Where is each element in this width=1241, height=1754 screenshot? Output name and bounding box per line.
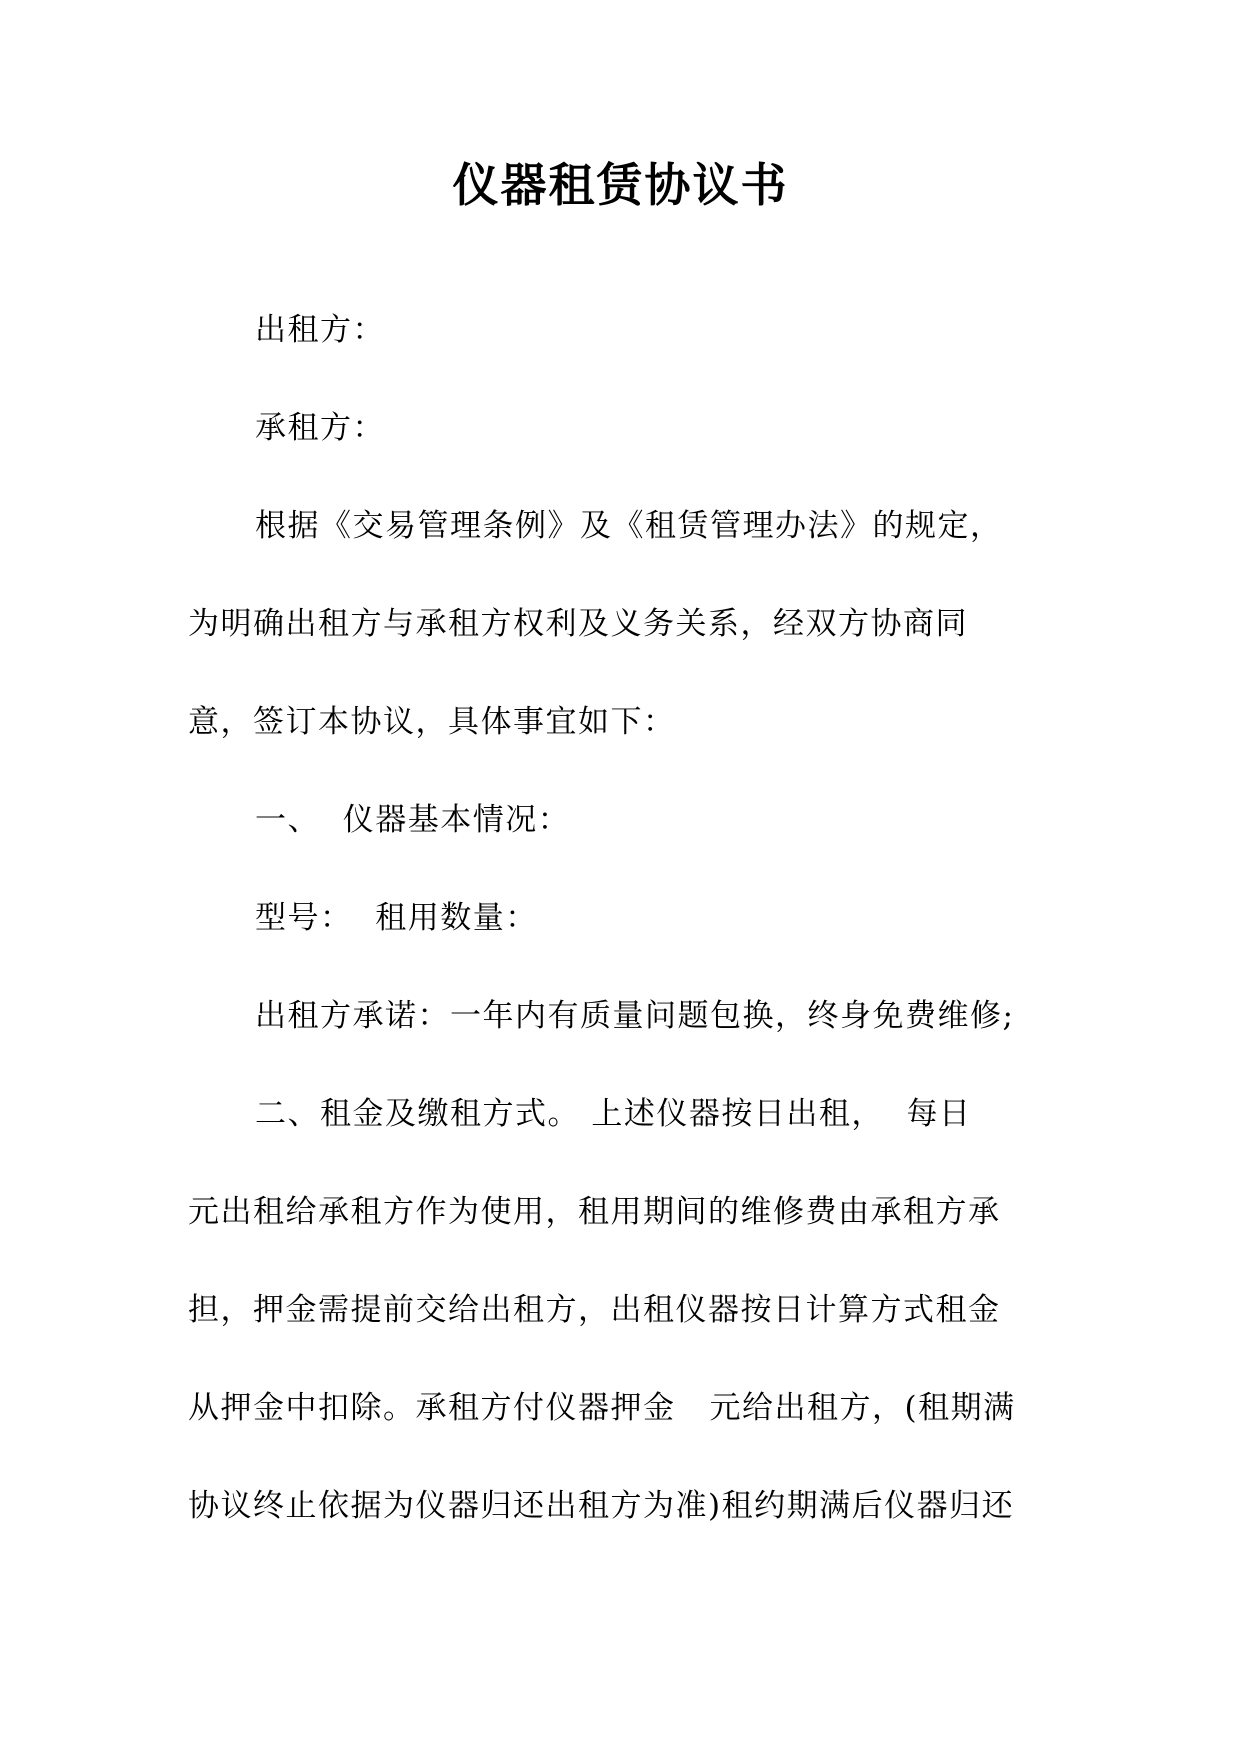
paragraph-line: 元出租给承租方作为使用，租用期间的维修费由承租方承 xyxy=(188,1194,1001,1230)
paragraph-line: 意，签订本协议，具体事宜如下： xyxy=(188,704,676,740)
paragraph-line: 担，押金需提前交给出租方，出租仪器按日计算方式租金 xyxy=(188,1292,1001,1328)
lessor-line: 出租方： xyxy=(255,312,385,348)
document-title: 仪器租赁协议书 xyxy=(452,158,789,212)
paragraph-line: 为明确出租方与承租方权利及义务关系，经双方协商同 xyxy=(188,606,968,642)
section-heading-1: 一、 仪器基本情况： xyxy=(255,802,571,838)
section-heading-2: 二、租金及缴租方式。 上述仪器按日出租， 每日 xyxy=(255,1096,972,1132)
model-quantity-line: 型号： 租用数量： xyxy=(255,900,538,936)
paragraph-line: 从押金中扣除。承租方付仪器押金 元给出租方，(租期满 xyxy=(188,1390,1016,1426)
lessor-promise-line: 出租方承诺：一年内有质量问题包换，终身免费维修; xyxy=(255,998,1015,1034)
paragraph-line: 根据《交易管理条例》及《租赁管理办法》的规定， xyxy=(255,508,1003,544)
paragraph-line: 协议终止依据为仪器归还出租方为准)租约期满后仪器归还 xyxy=(188,1488,1015,1524)
lessee-line: 承租方： xyxy=(255,410,385,446)
